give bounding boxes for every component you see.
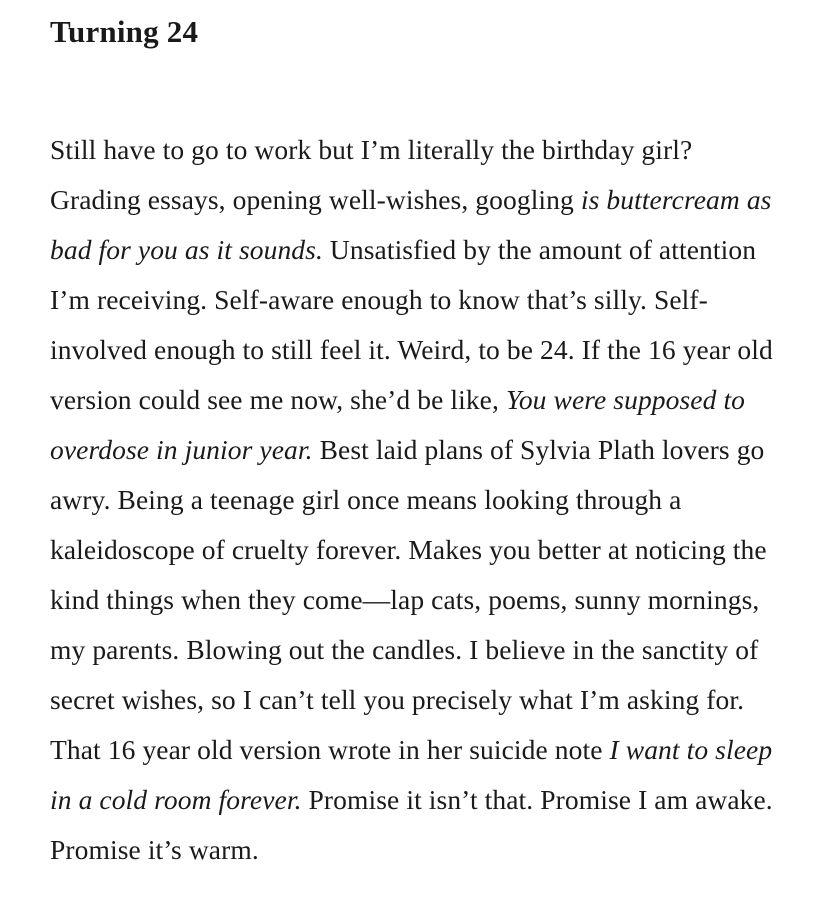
body-text: Promise it isn’t that. Promise I am awake. Promise it’s warm. [50,784,773,865]
body-italic-phrase: is buttercream as bad for you as it sounds. [50,184,772,265]
post-title: Turning 24 [50,14,199,49]
body-text: Unsatisfied by the amount of attention I’m receiving. Self-aware enough to know that’s silly. Self-involved enough to still feel it. Weird, to be 24. If the 16 year old version could see me now, she’d be like, [50,234,773,415]
body-text: Still have to go to work but I’m literally the birthday girl? Grading essays, opening well-wishes, googling [50,134,693,215]
body-italic-phrase: I want to sleep in a cold room forever. [50,734,773,815]
body-text: Best laid plans of Sylvia Plath lovers go awry. Being a teenage girl once means looking through a kaleidoscope of cruelty forever. Makes you better at noticing the kind things when they come—lap cats, poems, sunny mornings, my parents. Blowing out the candles. I believe in the sanctity of secret wishes, so I can’t tell you precisely what I’m asking for. That 16 year old version wrote in her suicide note [50,434,767,765]
post-body [50,125,782,875]
body-italic-phrase: You were supposed to overdose in junior year. [50,384,746,465]
